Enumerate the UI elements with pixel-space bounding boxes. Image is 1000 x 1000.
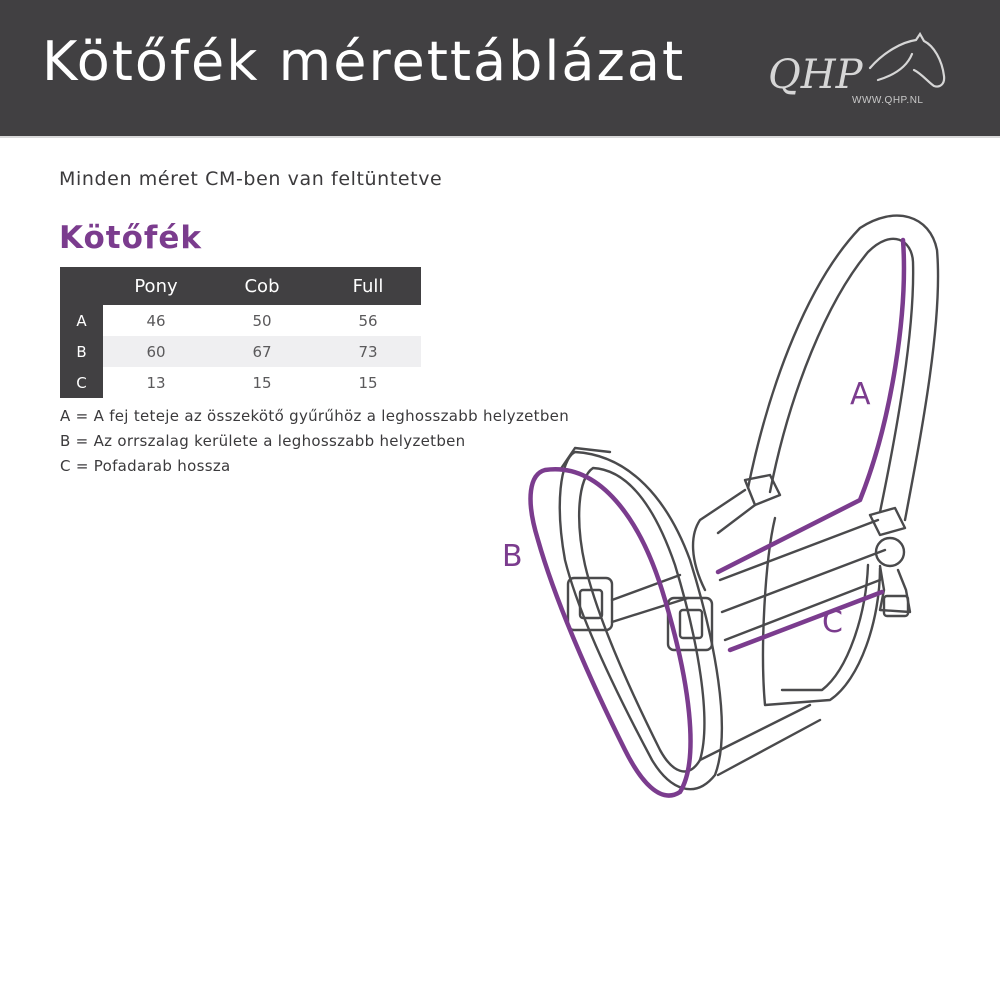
table-cell: 60 bbox=[103, 336, 209, 367]
measurement-line-a bbox=[718, 240, 904, 572]
table-cell: 67 bbox=[209, 336, 315, 367]
legend-item-c: C = Pofadarab hossza bbox=[60, 457, 231, 475]
table-cell: 15 bbox=[209, 367, 315, 398]
table-row bbox=[60, 367, 421, 398]
table-cell: 46 bbox=[103, 305, 209, 336]
row-label: A bbox=[60, 305, 103, 336]
size-table bbox=[60, 267, 421, 398]
label-b: B bbox=[502, 539, 523, 574]
measurement-line-b bbox=[531, 469, 691, 795]
row-label: B bbox=[60, 336, 103, 367]
column-header-pony: Pony bbox=[103, 267, 209, 305]
label-a: A bbox=[850, 377, 871, 412]
legend-item-b: B = Az orrszalag kerülete a leghosszabb helyzetben bbox=[60, 432, 466, 450]
logo-url: WWW.QHP.NL bbox=[852, 95, 924, 106]
table-row bbox=[60, 305, 421, 336]
column-header-cob: Cob bbox=[209, 267, 315, 305]
table-corner bbox=[60, 267, 103, 305]
logo-text: QHP bbox=[768, 52, 863, 98]
table-cell: 13 bbox=[103, 367, 209, 398]
page-title: Kötőfék mérettáblázat bbox=[42, 30, 686, 93]
table-row bbox=[60, 336, 421, 367]
column-header-full: Full bbox=[315, 267, 421, 305]
table-cell: 56 bbox=[315, 305, 421, 336]
section-title: Kötőfék bbox=[59, 220, 203, 256]
header-banner bbox=[0, 0, 1000, 138]
legend-item-a: A = A fej teteje az összekötő gyűrűhöz a leghosszabb helyzetben bbox=[60, 407, 570, 425]
table-cell: 73 bbox=[315, 336, 421, 367]
halter-diagram bbox=[490, 205, 950, 815]
measurement-lines bbox=[531, 240, 904, 796]
units-note: Minden méret CM-ben van feltüntetve bbox=[59, 168, 443, 190]
table-cell: 15 bbox=[315, 367, 421, 398]
table-header-row bbox=[60, 267, 421, 305]
label-c: C bbox=[822, 605, 843, 640]
table-cell: 50 bbox=[209, 305, 315, 336]
horse-head-icon bbox=[870, 34, 944, 87]
row-label: C bbox=[60, 367, 103, 398]
